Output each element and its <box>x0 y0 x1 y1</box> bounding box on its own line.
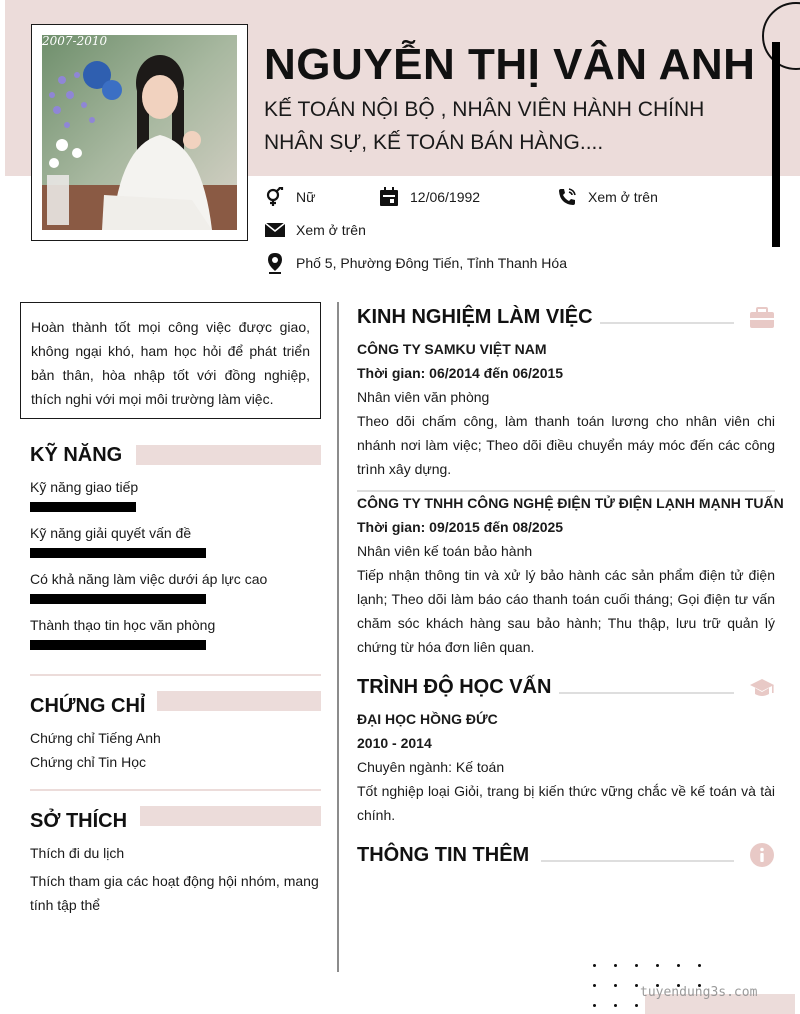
job-position: Nhân viên kế toán bảo hành <box>357 543 533 559</box>
column-divider <box>337 302 339 972</box>
additional-info-heading: THÔNG TIN THÊM <box>357 844 530 866</box>
education-years: 2010 - 2014 <box>357 735 432 751</box>
career-summary: Hoàn thành tốt mọi công việc được giao, không ngại khó, ham học hỏi để phát triển bản thân, hòa nhập tốt với đồng nghiệp, thích nghi với mọi môi trường làm việc. <box>20 302 321 419</box>
profile-photo-frame <box>31 24 248 241</box>
job-company: CÔNG TY TNHH CÔNG NGHỆ ĐIỆN TỬ ĐIỆN LẠNH MẠNH TUẤN <box>357 495 784 511</box>
decorative-vertical-bar <box>772 42 780 247</box>
email-value: Xem ở trên <box>296 222 366 238</box>
hobbies-heading: SỞ THÍCH <box>30 810 128 832</box>
certificates-heading: CHỨNG CHỈ <box>30 695 146 717</box>
job-description: Theo dõi chấm công, làm thanh toán lương cho nhân viên chi nhánh nơi làm việc; Theo dõi điều chuyển máy móc đến các công trình xây dựng. <box>357 413 775 477</box>
candidate-name: NGUYỄN THỊ VÂN ANH <box>264 40 756 89</box>
certificates-heading-bar <box>157 691 321 711</box>
education-heading: TRÌNH ĐỘ HỌC VẤN <box>357 676 552 698</box>
certificate-item: Chứng chỉ Tiếng Anh <box>30 730 161 746</box>
graduation-cap-icon <box>749 675 775 701</box>
decorative-dot <box>614 984 617 987</box>
skill-label: Có khả năng làm việc dưới áp lực cao <box>30 571 268 587</box>
calendar-icon <box>379 187 399 207</box>
phone-info <box>557 187 658 207</box>
phone-icon <box>557 187 577 207</box>
hobbies-heading-bar <box>140 806 321 826</box>
profile-photo <box>42 35 237 230</box>
photo-caption: 2007-2010 <box>42 34 108 48</box>
birthday-info <box>379 187 480 207</box>
briefcase-icon <box>749 305 775 331</box>
skill-level-bar <box>30 594 206 604</box>
decorative-dot <box>593 984 596 987</box>
email-icon <box>265 220 285 240</box>
job-time: Thời gian: 06/2014 đến 06/2015 <box>357 365 564 381</box>
decorative-dot <box>677 964 680 967</box>
skills-heading: KỸ NĂNG <box>30 444 123 466</box>
location-pin-icon <box>265 253 285 273</box>
decorative-dot <box>656 964 659 967</box>
decorative-dot <box>593 964 596 967</box>
certificate-item: Chứng chỉ Tin Học <box>30 754 146 770</box>
birthday-value: 12/06/1992 <box>410 189 481 205</box>
education-school: ĐẠI HỌC HỒNG ĐỨC <box>357 711 498 727</box>
skill-label: Kỹ năng giao tiếp <box>30 479 139 495</box>
decorative-dot <box>635 984 638 987</box>
decorative-dot <box>614 964 617 967</box>
skills-heading-bar <box>136 445 321 465</box>
address-info <box>265 253 567 273</box>
education-heading-line <box>559 692 734 694</box>
skill-label: Thành thạo tin học văn phòng <box>30 617 216 633</box>
job-description: Tiếp nhận thông tin và xử lý bảo hành các sản phẩm điện tử điện lạnh; Theo dõi làm báo cáo thanh toán cuối tháng; Gọi điện tư vấn chăm sóc khách hàng sau bảo hành; Thu thập, lưu trữ quản lý chứng từ hóa đơn liên quan. <box>357 567 775 655</box>
job-time: Thời gian: 09/2015 đến 08/2025 <box>357 519 564 535</box>
education-major: Chuyên ngành: Kế toán <box>357 759 505 775</box>
job-company: CÔNG TY SAMKU VIỆT NAM <box>357 341 547 357</box>
job-title-line-1: KẾ TOÁN NỘI BỘ , NHÂN VIÊN HÀNH CHÍNH <box>264 98 705 121</box>
education-description: Tốt nghiệp loại Giỏi, trang bị kiến thức vững chắc về kế toán và tài chính. <box>357 783 775 823</box>
gender-info <box>265 187 315 207</box>
skill-label: Kỹ năng giải quyết vấn đề <box>30 525 192 541</box>
section-divider <box>30 789 321 791</box>
section-divider <box>30 674 321 676</box>
decorative-dot <box>698 964 701 967</box>
skill-level-bar <box>30 548 206 558</box>
decorative-dot <box>635 964 638 967</box>
gender-value: Nữ <box>296 189 316 205</box>
watermark-text: tuyendung3s.com <box>640 985 758 1000</box>
skill-level-bar <box>30 640 206 650</box>
decorative-dot <box>614 1004 617 1007</box>
address-value: Phố 5, Phường Đông Tiến, Tỉnh Thanh Hóa <box>296 255 567 271</box>
gender-icon <box>265 187 285 207</box>
email-info <box>265 220 366 240</box>
additional-info-heading-line <box>541 860 734 862</box>
info-icon <box>749 842 775 868</box>
experience-heading-line <box>600 322 734 324</box>
hobby-item: Thích đi du lịch <box>30 845 125 861</box>
decorative-dot <box>635 1004 638 1007</box>
hobby-item: Thích tham gia các hoạt động hội nhóm, mang tính tập thể <box>30 873 319 913</box>
job-position: Nhân viên văn phòng <box>357 389 490 405</box>
skill-level-bar <box>30 502 136 512</box>
experience-heading: KINH NGHIỆM LÀM VIỆC <box>357 306 593 328</box>
decorative-dot <box>593 1004 596 1007</box>
phone-value: Xem ở trên <box>588 189 658 205</box>
job-title-line-2: NHÂN SỰ, KẾ TOÁN BÁN HÀNG.... <box>264 131 604 154</box>
